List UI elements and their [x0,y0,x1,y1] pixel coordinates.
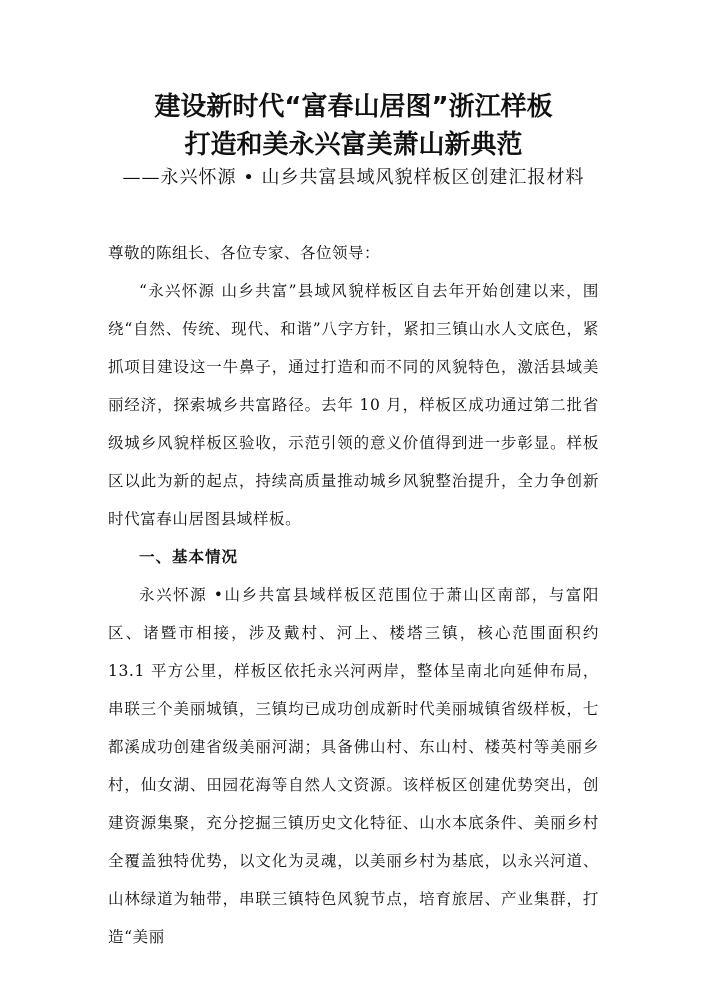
document-subtitle: ——永兴怀源 • 山乡共富县域风貌样板区创建汇报材料 [122,167,585,188]
document-title-line1: 建设新时代“富春山居图”浙江样板 [154,92,553,122]
paragraph-intro: “永兴怀源 山乡共富”县域风貌样板区自去年开始创建以来，围绕“自然、传统、现代、和谐”八字方针，紧扣三镇山水人文底色，紧抓项目建设这一牛鼻子，通过打造和而不同的风貌特色，激活县域美丽经济，探索城乡共富路径。去年 10 月，样板区成功通过第二批省级城乡风貌样板区验收，示范引领的意义价值得到进一步彰显。样板区以此为新的起点，持续高质量推动城乡风貌整治提升，全力争创新时代富春山居图县域样板。 [108,282,599,528]
section-heading-basic-info: 一、基本情况 [139,548,239,566]
document-title-line2: 打造和美永兴富美萧山新典范 [184,130,523,160]
paragraph-basic-info: 永兴怀源 •山乡共富县域样板区范围位于萧山区南部，与富阳区、诸暨市相接，涉及戴村、河上、楼塔三镇，核心范围面积约 13.1 平方公里，样板区依托永兴河两岸，整体呈南北向延伸布局，串联三个美丽城镇，三镇均已成功创成新时代美丽城镇省级样板，七都溪成功创建省级美丽河湖；具备佛山村、东山村、楼英村等美丽乡村，仙女湖、田园花海等自然人文资源。该样板区创建优势突出，创建资源集聚，充分挖掘三镇历史文化特征、山水本底条件、美丽乡村全覆盖独特优势，以文化为灵魂，以美丽乡村为基底，以永兴河道、山林绿道为轴带，串联三镇特色风貌节点，培育旅居、产业集群，打造“美丽 [108,586,599,946]
salutation: 尊敬的陈组长、各位专家、各位领导： [108,244,381,262]
